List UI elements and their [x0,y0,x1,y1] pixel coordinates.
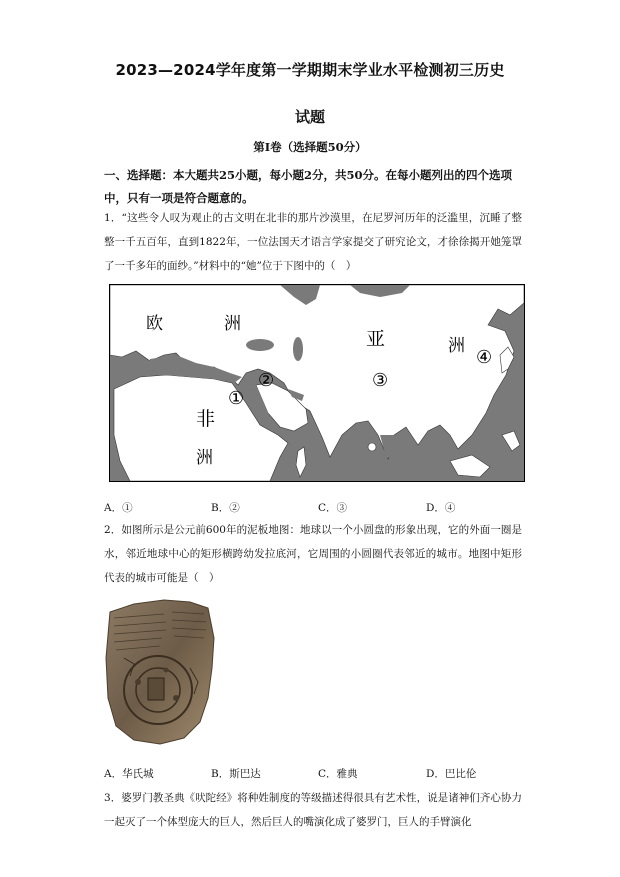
option-a[interactable]: A．华氏城 [104,768,154,780]
exam-title: 2023—2024学年度第一学期期末学业水平检测初三历史 [115,61,505,79]
label-africa-2: 洲 [196,448,213,468]
option-b[interactable]: B．斯巴达 [211,768,261,780]
label-europe-1: 欧 [146,314,163,334]
world-map-figure [109,284,525,482]
question-2-options [104,766,524,784]
black-sea [246,339,274,351]
option-a[interactable]: A．① [104,502,133,514]
option-c[interactable]: C．雅典 [318,768,358,780]
question-1-options [104,500,524,518]
madagascar-land [296,447,306,477]
marker-2: ② [258,370,275,391]
marker-1: ① [228,388,245,409]
map-svg [110,285,524,481]
question-3-text: 3．婆罗门教圣典《吠陀经》将种姓制度的等级描述得很具有艺术性，说是诸神们齐心协力一起灭了一个体型庞大的巨人，然后巨人的嘴演化成了婆罗门，巨人的手臂演化 [104,792,522,828]
question-2-text: 2．如图所示是公元前600年的泥板地图：地球以一个小圆盘的形象出现，它的外面一圈是水，邻近地球中心的矩形横跨幼发拉底河，它周围的小圆圈代表邻近的城市。地图中矩形代表的城市可能是（ ） [104,524,522,584]
volume-label: 第Ⅰ卷（选择题50分） [253,140,367,154]
marker-3: ③ [372,370,389,391]
label-asia-1: 亚 [366,328,386,350]
islands-land-2 [502,431,520,451]
marker-4: ④ [476,347,493,368]
exam-title-continued: 试题 [294,108,325,126]
label-africa-1: 非 [196,408,216,430]
section-heading: 一、选择题：本大题共25小题，每小题2分，共50分。在每小题列出的四个选项中，只有一项是符合题意的。 [104,168,513,205]
option-d[interactable]: D．④ [426,502,456,514]
option-c[interactable]: C．③ [318,502,348,514]
option-d[interactable]: D．巴比伦 [426,768,477,780]
label-asia-2: 洲 [448,336,465,356]
islands-land [450,455,490,477]
option-b[interactable]: B．② [211,502,240,514]
tablet-svg [104,598,216,746]
question-1-text: 1．“这些令人叹为观止的古文明在北非的那片沙漠里，在尼罗河历年的泛滥里，沉睡了整整一千五百年，直到1822年，一位法国天才语言学家提交了研究论文，才徐徐揭开她笼罩了一千多年的面纱。”材料中的“她”位于下图中的（ ） [104,212,522,272]
srilanka-land [368,443,376,451]
caspian-sea [293,337,303,361]
bay-of-bengal [380,435,400,457]
label-europe-2: 洲 [224,314,241,334]
clay-tablet-image [104,598,216,746]
